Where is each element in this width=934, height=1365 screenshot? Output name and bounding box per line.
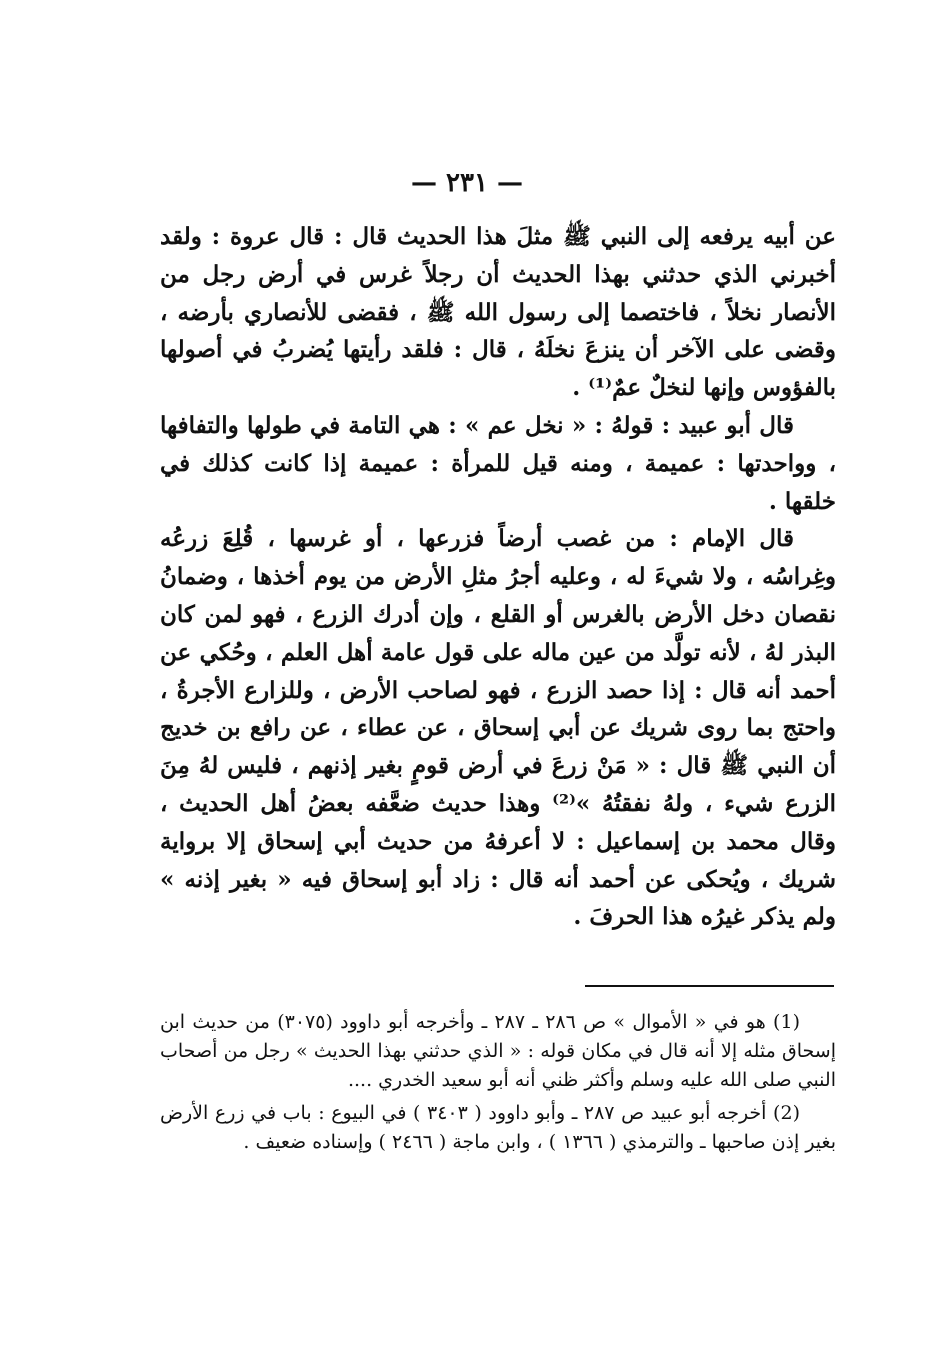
footnotes xyxy=(160,1008,836,1161)
main-text xyxy=(160,218,836,936)
footnote: (2) أخرجه أبو عبيد ص ٢٨٧ ـ وأبو داوود ( ٣٤٠٣ ) في البيوع : باب في زرع الأرض بغير إذن صاحبها ـ والترمذي ( ١٣٦٦ ) ، وابن ماجة ( ٢٤٦٦ ) وإسناده ضعيف . xyxy=(160,1102,836,1153)
footnote-separator xyxy=(585,985,834,987)
page-number: — ٢٣١ — xyxy=(410,168,524,198)
paragraph: قال الإمام : من غصب أرضاً فزرعها ، أو غرسها ، قُلِعَ زرعُه وغِراسُه ، ولا شيءَ له ، وعليه أجرُ مثلِ الأرض من يوم أخذها ، وضمانُ نقصان دخل الأرض بالغرس أو القلع ، وإن أدرك الزرع ، فهو لمن كان البذر لهُ ، لأنه تولَّد من عين ماله على قول عامة أهل العلم ، وحُكي عن أحمد أنه قال : إذا حصد الزرع ، فهو لصاحب الأرض ، وللزارع الأجرةُ ، واحتج بما روى شريك عن أبي إسحاق ، عن عطاء ، عن رافع بن خديج أن النبي ﷺ قال : « مَنْ زرعَ في أرض قومٍ بغير إذنهم ، فليس لهُ مِنَ الزرع شيء ، ولهُ نفقتُهُ »⁽²⁾ وهذا حديث ضعَّفه بعضُ أهل الحديث ، وقال محمد بن إسماعيل : لا أعرفهُ من حديث أبي إسحاق إلا برواية شريك ، ويُحكى عن أحمد أنه قال : زاد أبو إسحاق فيه « بغير إذنه » ولم يذكر غيرُه هذا الحرفَ . xyxy=(160,525,837,931)
paragraph: عن أبيه يرفعه إلى النبي ﷺ مثلَ هذا الحديث قال : قال عروة : ولقد أخبرني الذي حدثني بهذا الحديث أن رجلاً غرس في أرض رجل من الأنصار نخلاً ، فاختصما إلى رسول الله ﷺ ، فقضى للأنصاري بأرضه ، وقضى على الآخر أن ينزعَ نخلَهُ ، قال : فلقد رأيتها يُضربُ في أصولها بالفؤوس وإنها لنخلٌ عمٌ⁽¹⁾ . xyxy=(160,223,836,402)
footnote: (1) هو في « الأموال » ص ٢٨٦ ـ ٢٨٧ ـ وأخرجه أبو داوود (٣٠٧٥) من حديث ابن إسحاق مثله إلا أنه قال في مكان قوله : « الذي حدثني بهذا الحديث » رجل من أصحاب النبي صلى الله عليه وسلم وأكثر ظني أنه أبو سعيد الخدري .... xyxy=(160,1011,836,1091)
paragraph: قال أبو عبيد : قولهُ : « نخل عم » : هي التامة في طولها والتفافها ، وواحدتها : عميمة ، ومنه قيل للمرأة : عميمة إذا كانت كذلك في خلقها . xyxy=(160,411,836,515)
